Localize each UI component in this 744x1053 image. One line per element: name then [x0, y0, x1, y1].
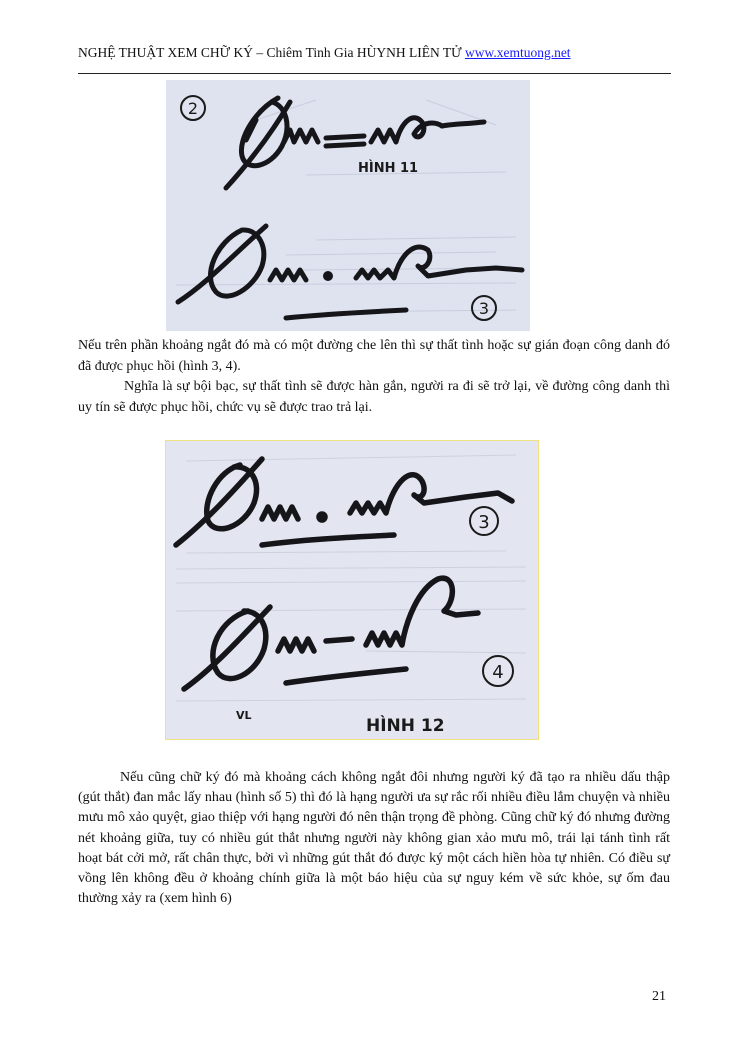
- signature-3: [176, 459, 512, 545]
- figure-12-mark: VL: [236, 709, 252, 722]
- header-website-link[interactable]: www.xemtuong.net: [464, 45, 571, 60]
- paragraph-2: Nghĩa là sự bội bạc, sự thất tình sẽ được hàn gắn, người ra đi sẽ trở lại, về đường công danh thì uy tín sẽ được phục hồi, chức vụ sẽ được trao trả lại.: [78, 379, 670, 415]
- signature-4: [184, 578, 478, 689]
- paragraph-1: Nếu trên phần khoảng ngắt đó mà có một đường che lên thì sự thất tình hoặc sự gián đoạn công danh đó đã được phục hồi (hình 3, 4).: [78, 338, 670, 374]
- header-title: NGHỆ THUẬT XEM CHỮ KÝ – Chiêm Tinh Gia HÙYNH LIÊN TỬ: [78, 45, 462, 60]
- paragraph-3: Nếu cũng chữ ký đó mà khoảng cách không ngắt đôi nhưng người ký đã tạo ra nhiều dấu thập (gút thắt) đan mắc lấy nhau (hình số 5) thì đó là hạng người ưa sự rắc rối nhiều điều lắm chuyện và nhiều mưu mô xảo quyệt, giao thiệp với hạng người đó nên thận trọng đề phòng. Cũng chữ ký đó nhưng đường nét khoảng giữa, tuy có nhiều gút thắt nhưng người này không gian xảo mưu mô, trái lại tánh tình rất hoạt bát cởi mở, rất chân thực, bởi vì những gút thắt đó được ký một cách hiền hòa tự nhiên. Có điều sự vồng lên không đều ở khoảng chính giữa là một báo hiệu của sự nguy kém về sức khỏe, sự ốm đau thường xảy ra (xem hình 6): [78, 770, 670, 907]
- svg-text:3: 3: [478, 512, 490, 533]
- page-number: 21: [652, 989, 666, 1004]
- signature-figure-11: [166, 80, 530, 331]
- circled-number-3: [470, 507, 498, 535]
- page-header: [78, 44, 672, 62]
- circled-number-3: [472, 296, 496, 320]
- svg-text:3: 3: [478, 299, 490, 318]
- circled-number-4: [483, 656, 513, 686]
- circled-number-2: [181, 96, 205, 120]
- svg-text:4: 4: [492, 662, 504, 683]
- svg-text:2: 2: [187, 99, 199, 118]
- header-divider: [78, 73, 671, 74]
- figure-11-label: HÌNH 11: [358, 161, 419, 176]
- signature-figure-12: [165, 440, 539, 740]
- figure-12-label: HÌNH 12: [366, 716, 445, 736]
